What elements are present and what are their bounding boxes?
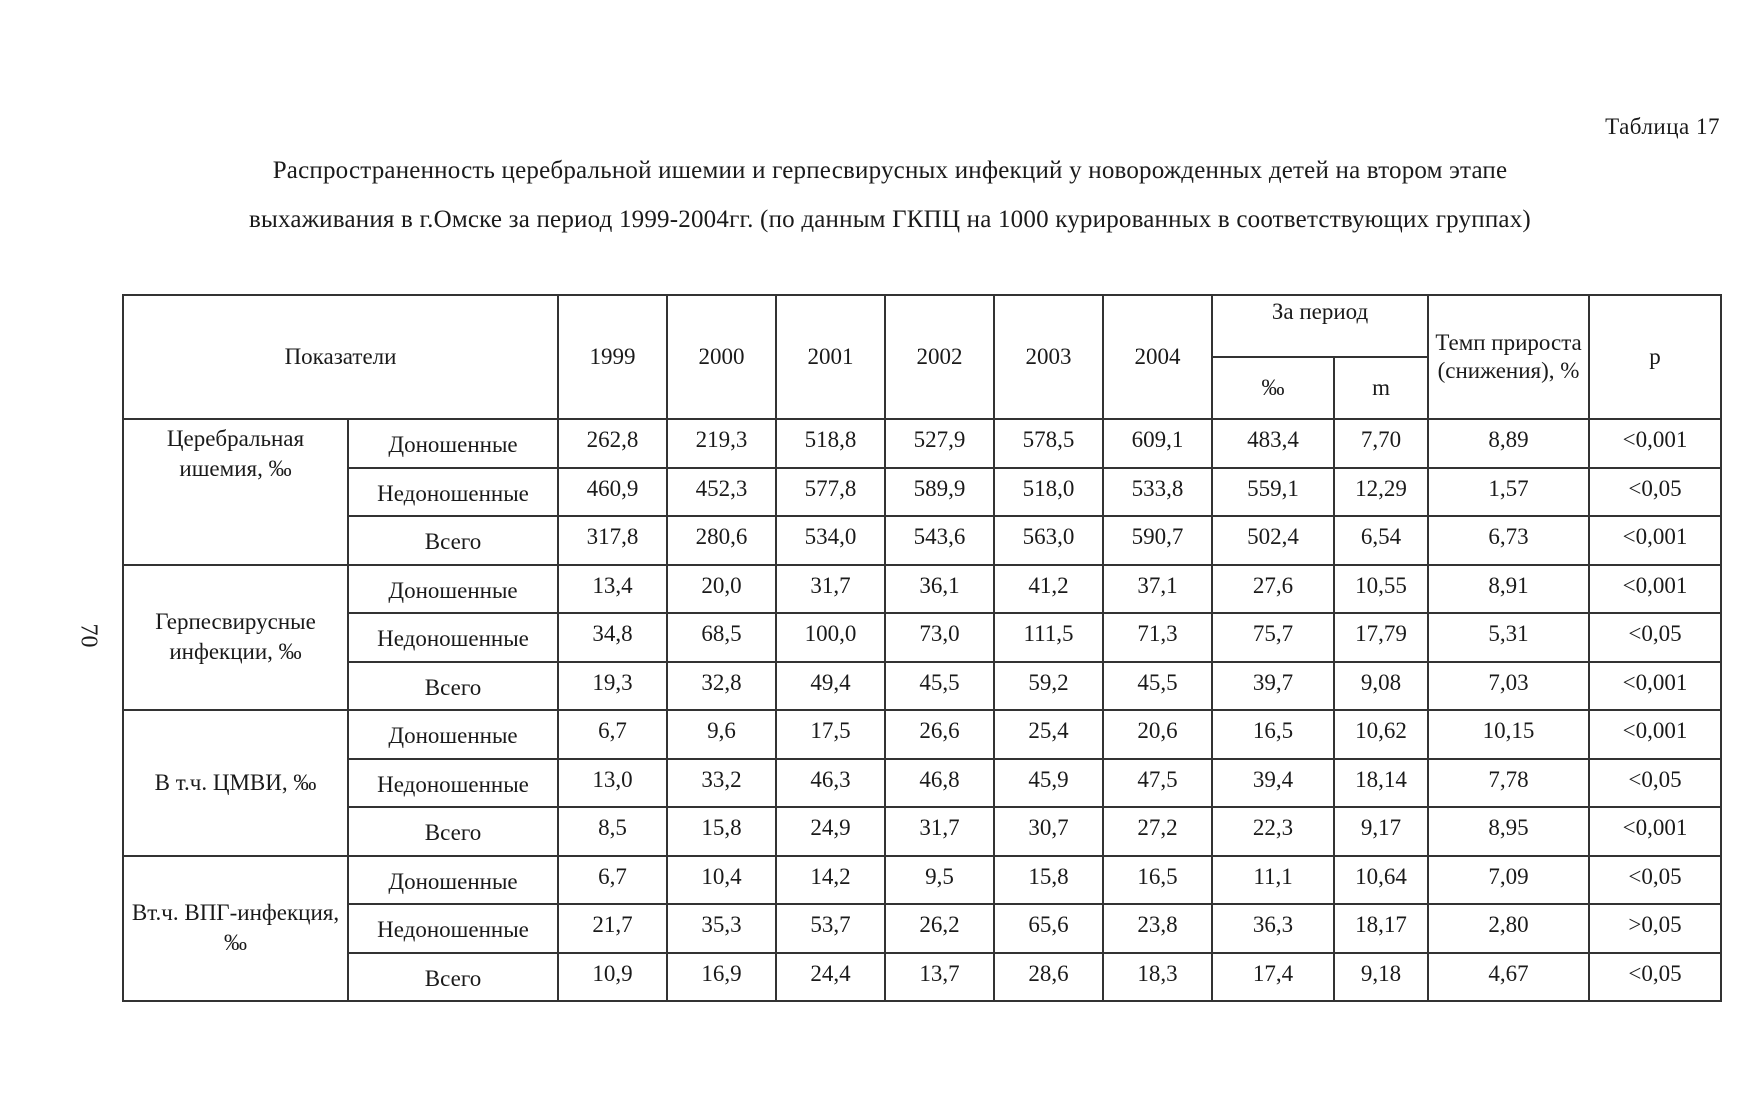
cell: 31,7 — [885, 807, 994, 856]
cell: 8,5 — [558, 807, 667, 856]
cell: 13,4 — [558, 565, 667, 614]
cell: 9,18 — [1334, 953, 1428, 1002]
cell: 559,1 — [1212, 468, 1334, 517]
subgroup-label: Всего — [348, 953, 558, 1002]
cell: 53,7 — [776, 904, 885, 953]
subgroup-label: Недоношенные — [348, 468, 558, 517]
cell: 37,1 — [1103, 565, 1212, 614]
cell: 590,7 — [1103, 516, 1212, 565]
table-number-label: Таблица 17 — [1605, 114, 1720, 139]
cell: 518,8 — [776, 419, 885, 468]
cell: 9,17 — [1334, 807, 1428, 856]
cell: 13,7 — [885, 953, 994, 1002]
header-period: За период — [1212, 295, 1428, 357]
cell: 45,5 — [1103, 662, 1212, 711]
header-year: 2002 — [885, 295, 994, 419]
cell: 47,5 — [1103, 759, 1212, 808]
cell: 41,2 — [994, 565, 1103, 614]
cell: 17,5 — [776, 710, 885, 759]
cell: <0,001 — [1589, 419, 1721, 468]
cell: 19,3 — [558, 662, 667, 711]
cell: 39,4 — [1212, 759, 1334, 808]
cell: 75,7 — [1212, 613, 1334, 662]
cell: 26,6 — [885, 710, 994, 759]
table-row — [123, 904, 1721, 953]
subgroup-label: Доношенные — [348, 856, 558, 905]
header-year: 2000 — [667, 295, 776, 419]
cell: 10,4 — [667, 856, 776, 905]
cell: 71,3 — [1103, 613, 1212, 662]
cell: 100,0 — [776, 613, 885, 662]
cell: 10,62 — [1334, 710, 1428, 759]
group-label: Вт.ч. ВПГ-инфекция, ‰ — [123, 856, 348, 1002]
cell: 36,1 — [885, 565, 994, 614]
cell: 27,6 — [1212, 565, 1334, 614]
table-caption-line-2: выхаживания в г.Омске за период 1999-2004гг. (по данным ГКПЦ на 1000 курированных в соответствующих группах) — [249, 206, 1531, 233]
cell: 16,5 — [1212, 710, 1334, 759]
header-p: р — [1589, 295, 1721, 419]
table-row — [123, 759, 1721, 808]
cell: 31,7 — [776, 565, 885, 614]
cell: 589,9 — [885, 468, 994, 517]
cell: 518,0 — [994, 468, 1103, 517]
cell: 20,6 — [1103, 710, 1212, 759]
header-year: 2004 — [1103, 295, 1212, 419]
cell: 20,0 — [667, 565, 776, 614]
subgroup-label: Недоношенные — [348, 613, 558, 662]
subgroup-label: Недоношенные — [348, 904, 558, 953]
cell: <0,05 — [1589, 759, 1721, 808]
cell: <0,05 — [1589, 613, 1721, 662]
cell: 26,2 — [885, 904, 994, 953]
cell: 8,95 — [1428, 807, 1589, 856]
cell: 18,17 — [1334, 904, 1428, 953]
cell: 28,6 — [994, 953, 1103, 1002]
cell: <0,001 — [1589, 807, 1721, 856]
group-label: Церебральная ишемия, ‰ — [123, 419, 348, 565]
cell: 534,0 — [776, 516, 885, 565]
cell: >0,05 — [1589, 904, 1721, 953]
cell: 25,4 — [994, 710, 1103, 759]
subgroup-label: Всего — [348, 807, 558, 856]
cell: 483,4 — [1212, 419, 1334, 468]
cell: 73,0 — [885, 613, 994, 662]
cell: 1,57 — [1428, 468, 1589, 517]
table-row — [123, 613, 1721, 662]
cell: 46,8 — [885, 759, 994, 808]
cell: 609,1 — [1103, 419, 1212, 468]
cell: 10,9 — [558, 953, 667, 1002]
cell: 9,08 — [1334, 662, 1428, 711]
table-row — [123, 662, 1721, 711]
cell: 10,15 — [1428, 710, 1589, 759]
cell: 24,4 — [776, 953, 885, 1002]
cell: 219,3 — [667, 419, 776, 468]
cell: <0,001 — [1589, 516, 1721, 565]
subgroup-label: Всего — [348, 662, 558, 711]
cell: 36,3 — [1212, 904, 1334, 953]
header-year: 1999 — [558, 295, 667, 419]
cell: 9,5 — [885, 856, 994, 905]
subgroup-label: Доношенные — [348, 565, 558, 614]
cell: 33,2 — [667, 759, 776, 808]
cell: <0,001 — [1589, 662, 1721, 711]
table-row — [123, 468, 1721, 517]
cell: 317,8 — [558, 516, 667, 565]
cell: 563,0 — [994, 516, 1103, 565]
statistics-table — [122, 294, 1722, 1002]
cell: 15,8 — [667, 807, 776, 856]
cell: 6,7 — [558, 710, 667, 759]
cell: 5,31 — [1428, 613, 1589, 662]
cell: 262,8 — [558, 419, 667, 468]
cell: 7,78 — [1428, 759, 1589, 808]
cell: 9,6 — [667, 710, 776, 759]
cell: 16,5 — [1103, 856, 1212, 905]
subgroup-label: Доношенные — [348, 710, 558, 759]
cell: 45,9 — [994, 759, 1103, 808]
cell: 21,7 — [558, 904, 667, 953]
cell: 18,3 — [1103, 953, 1212, 1002]
page-number: 70 — [75, 623, 102, 648]
cell: 11,1 — [1212, 856, 1334, 905]
table-row — [123, 807, 1721, 856]
cell: 460,9 — [558, 468, 667, 517]
cell: 7,03 — [1428, 662, 1589, 711]
cell: 59,2 — [994, 662, 1103, 711]
cell: 543,6 — [885, 516, 994, 565]
cell: 6,73 — [1428, 516, 1589, 565]
cell: 65,6 — [994, 904, 1103, 953]
cell: 7,09 — [1428, 856, 1589, 905]
cell: 45,5 — [885, 662, 994, 711]
cell: 6,7 — [558, 856, 667, 905]
cell: 22,3 — [1212, 807, 1334, 856]
header-period-m: m — [1334, 357, 1428, 419]
cell: 2,80 — [1428, 904, 1589, 953]
table-row — [123, 710, 1721, 759]
cell: 68,5 — [667, 613, 776, 662]
header-indicators: Показатели — [123, 295, 558, 419]
cell: 35,3 — [667, 904, 776, 953]
cell: 23,8 — [1103, 904, 1212, 953]
cell: 6,54 — [1334, 516, 1428, 565]
table-row — [123, 565, 1721, 614]
cell: 111,5 — [994, 613, 1103, 662]
cell: 10,64 — [1334, 856, 1428, 905]
cell: 280,6 — [667, 516, 776, 565]
cell: 527,9 — [885, 419, 994, 468]
header-year: 2001 — [776, 295, 885, 419]
subgroup-label: Недоношенные — [348, 759, 558, 808]
cell: 32,8 — [667, 662, 776, 711]
cell: 578,5 — [994, 419, 1103, 468]
header-year: 2003 — [994, 295, 1103, 419]
cell: 7,70 — [1334, 419, 1428, 468]
group-label: В т.ч. ЦМВИ, ‰ — [123, 710, 348, 856]
cell: 502,4 — [1212, 516, 1334, 565]
cell: 533,8 — [1103, 468, 1212, 517]
table-row — [123, 953, 1721, 1002]
cell: 27,2 — [1103, 807, 1212, 856]
subgroup-label: Всего — [348, 516, 558, 565]
cell: 15,8 — [994, 856, 1103, 905]
cell: 30,7 — [994, 807, 1103, 856]
cell: 46,3 — [776, 759, 885, 808]
table-caption-line-1: Распространенность церебральной ишемии и герпесвирусных инфекций у новорожденных детей на втором этапе — [272, 157, 1508, 184]
table-row — [123, 516, 1721, 565]
header-growth-rate: Темп прироста (снижения), % — [1428, 295, 1589, 419]
cell: <0,001 — [1589, 565, 1721, 614]
cell: <0,05 — [1589, 856, 1721, 905]
cell: 17,4 — [1212, 953, 1334, 1002]
table-row — [123, 856, 1721, 905]
cell: <0,001 — [1589, 710, 1721, 759]
cell: 8,89 — [1428, 419, 1589, 468]
table-row — [123, 419, 1721, 468]
cell: 13,0 — [558, 759, 667, 808]
cell: 8,91 — [1428, 565, 1589, 614]
cell: 12,29 — [1334, 468, 1428, 517]
group-label: Герпесвирусные инфекции, ‰ — [123, 565, 348, 711]
subgroup-label: Доношенные — [348, 419, 558, 468]
cell: 16,9 — [667, 953, 776, 1002]
header-period-permille: ‰ — [1212, 357, 1334, 419]
cell: 4,67 — [1428, 953, 1589, 1002]
cell: 10,55 — [1334, 565, 1428, 614]
cell: 452,3 — [667, 468, 776, 517]
cell: 24,9 — [776, 807, 885, 856]
cell: <0,05 — [1589, 468, 1721, 517]
cell: 17,79 — [1334, 613, 1428, 662]
cell: 49,4 — [776, 662, 885, 711]
cell: 18,14 — [1334, 759, 1428, 808]
cell: <0,05 — [1589, 953, 1721, 1002]
cell: 39,7 — [1212, 662, 1334, 711]
cell: 34,8 — [558, 613, 667, 662]
cell: 577,8 — [776, 468, 885, 517]
cell: 14,2 — [776, 856, 885, 905]
